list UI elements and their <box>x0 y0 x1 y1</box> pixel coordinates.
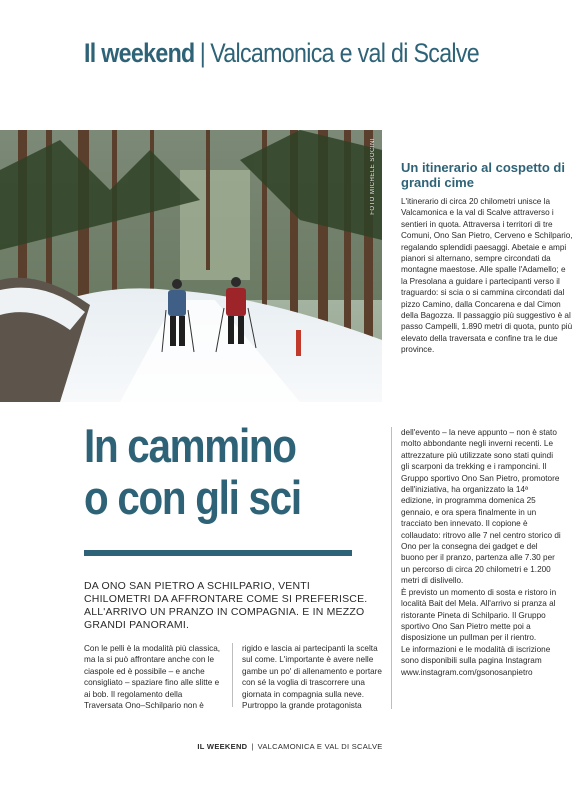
column-3-paragraph-3: Le informazioni e le modalità di iscrizione sono disponibili sulla pagina Instagram www.instagram.com/gsonosanpietro <box>401 644 551 677</box>
article-column-3 <box>401 427 561 678</box>
article-subtitle: DA ONO SAN PIETRO A SCHILPARIO, VENTI CHILOMETRI DA AFFRONTARE COME SI PREFERISCE. ALL'ARRIVO UN PRANZO IN COMPAGNIA. E IN MEZZO GRANDI PANORAMI. <box>84 580 368 631</box>
footer-brand: IL WEEKEND <box>197 742 248 751</box>
winter-forest-illustration <box>0 130 382 402</box>
column-3-paragraph-2: È previsto un momento di sosta e ristoro in località Bait del Mela. All'arrivo si pranza al ristorante Pineta di Schilpario. Il Gruppo sportivo Ono San Pietro mette poi a disposizione un pullman per il rientro. <box>401 587 557 643</box>
article-title-line2: o con gli sci <box>84 471 301 524</box>
footer-separator: | <box>251 742 254 751</box>
photo-credit: FOTO MICHELE SOCINI <box>370 138 376 215</box>
page-footer <box>0 742 580 751</box>
article-title <box>84 420 333 524</box>
article-title-line1: In cammino <box>84 419 296 472</box>
page-header <box>84 38 488 78</box>
column-divider <box>232 643 233 707</box>
sidebar-title: Un itinerario al cospetto di grandi cime <box>401 160 565 190</box>
article-column-1: Con le pelli è la modalità più classica, ma la si può affrontare anche con le ciaspole ed è possibile – e anche consigliato – spaziare fino alle slitte e ai bob. Il regolamento della Traversata Ono–Schilpario non è <box>84 644 221 711</box>
hero-photo <box>0 130 382 402</box>
column-3-paragraph-1: dell'evento – la neve appunto – non è stato molto abbondante negli inverni recenti. Le attrezzature più utilizzate sono stati quindi gli scarponi da trekking e i ramponcini. Il Gruppo sportivo Ono San Pietro, promotore dell'iniziativa, ha organizzato la 14ª edizione, in programma domenica 25 gennaio, e ora spera finalmente in un tracciato ben innevato. Il copione è collaudato: ritrovo alle 7 nel centro storico di Ono per la consegna dei gadget e del buono per il pranzo, partenza alle 7.30 per un percorso di circa 20 chilometri e 1.200 metri di dislivello. <box>401 428 561 586</box>
article-column-2: rigido e lascia ai partecipanti la scelta sul come. L'importante è avere nelle gambe un po' di allenamento e portare con sé la voglia di trascorrere una giornata in compagnia sulla neve. Purtroppo la grande protagonista <box>242 644 382 711</box>
header-section: Valcamonica e val di Scalve <box>210 38 480 68</box>
footer-section: VALCAMONICA E VAL DI SCALVE <box>257 742 383 751</box>
header-separator: | <box>199 38 206 68</box>
column-divider <box>391 427 392 709</box>
sidebar-text: L'itinerario di circa 20 chilometri unisce la Valcamonica e la val di Scalve attraverso i sentieri in quota. Attraversa i territori di tre Comuni, Ono San Pietro, Cerveno e Schilpario, regalando splendidi paesaggi. Abetaie e ampi pianori si alternano, sempre circondati da montagne maestose. Alle spalle l'Adamello; e la Presolana a guidare i partecipanti verso il traguardo: si scia o si cammina circondati dal pizzo Camino, dalla Concarena e dal Cimon della Bagozza. Il passaggio più suggestivo è al passo Campelli, 1.890 metri di quota, punto più elevato della traversata e confine tra le due province. <box>401 197 573 355</box>
header-brand: Il weekend <box>84 38 195 68</box>
title-rule <box>84 550 352 556</box>
